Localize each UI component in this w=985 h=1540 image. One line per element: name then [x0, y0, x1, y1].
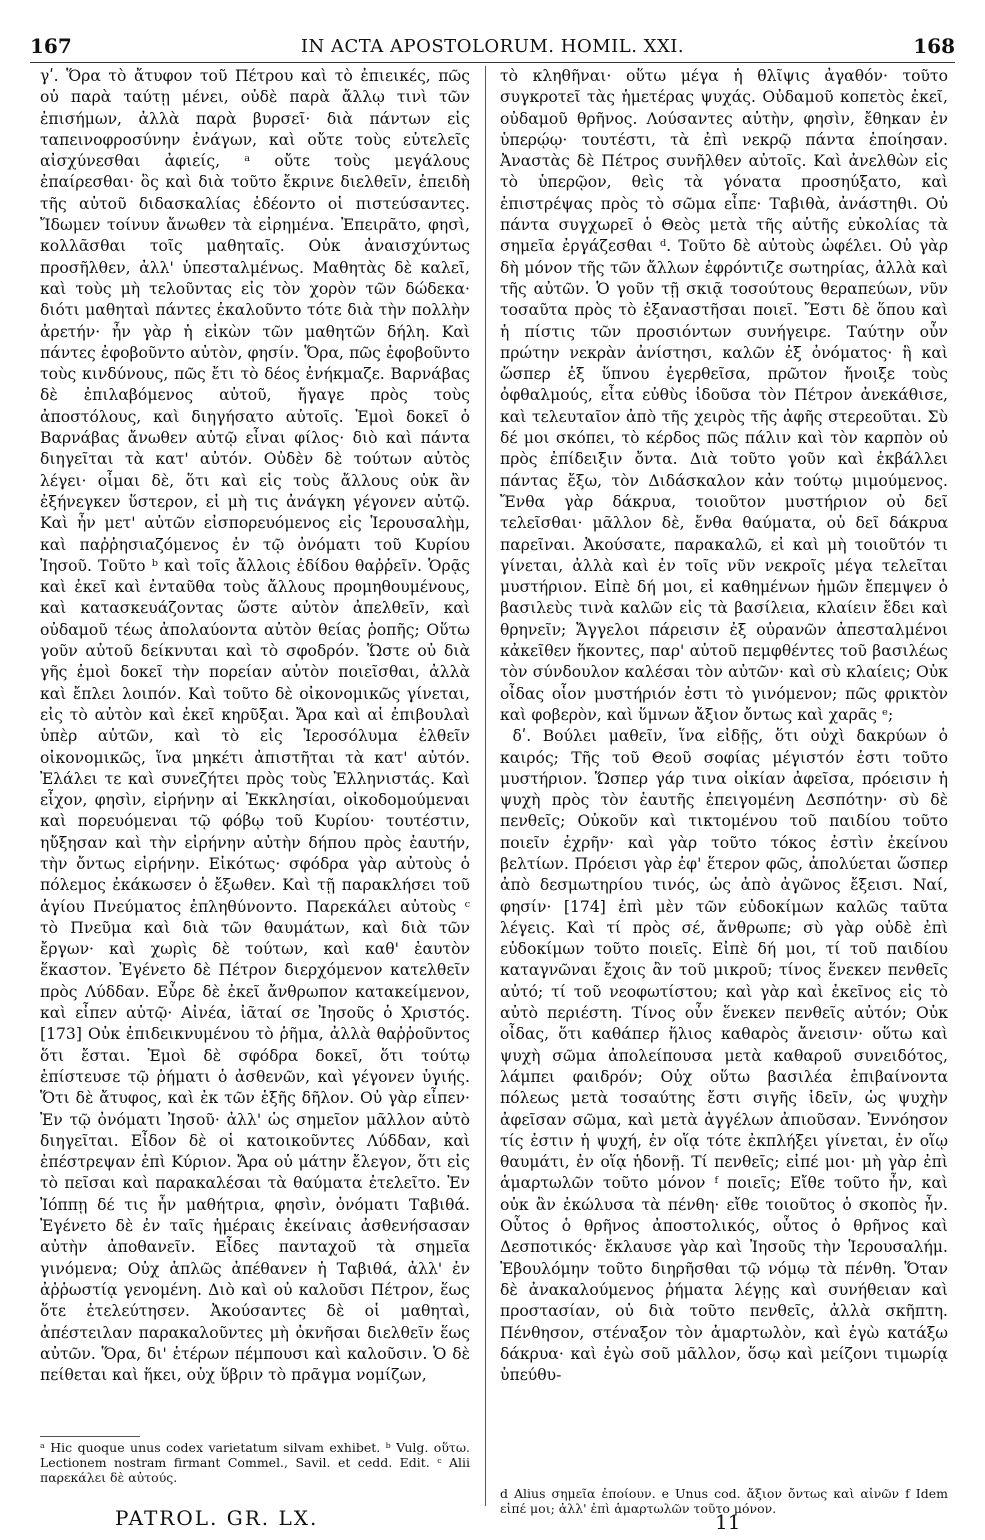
right-paragraph-1: τὸ κληθῆναι· οὕτω μέγα ἡ θλῖψις ἀγαθόν· τοῦτο συγκροτεῖ τὰς ἡμετέρας ψυχάς. Οὐδαμοῦ κοπετὸς ἐκεῖ, οὐδαμοῦ θρῆνος. Λούσαντες αὐτὴν, φησὶν, ἔθηκαν ἐν ὑπερῴῳ· τουτέστι, τὰ ἐπὶ νεκρῷ πάντα ἐποίησαν. Ἀναστὰς δὲ Πέτρος συνῆλθεν αὐτοῖς. Καὶ ἀνελθὼν εἰς τὸ ὑπερῷον, θεὶς τὰ γόνατα προσηύξατο, καὶ ἐπιστρέψας πρὸς τὸ σῶμα εἶπε· Ταβιθὰ, ἀνάστηθι. Οὐ πάντα συγχωρεῖ ὁ Θεὸς μετὰ τῆς αὐτῆς εὐκολίας τὰ σημεῖα ἐργάζεσθαι ᵈ. Τοῦτο δὲ αὐτοὺς ὠφέλει. Οὐ γὰρ δὴ μόνον τῆς τῶν ἄλλων ἐφρόντιζε σωτηρίας, ἀλλὰ καὶ τῆς αὐτῶν. Ὁ γοῦν τῇ σκιᾷ τοσούτους θεραπεύων, νῦν τοσαῦτα πρὸς τὸ ἐξαναστῆσαι ποιεῖ. Ἔστι δὲ ὅπου καὶ ἡ πίστις τῶν προσιόντων συνήγειρε. Ταύτην οὖν πρώτην νεκρὰν ἀνίστησι, καλῶν ἐξ ὀνόματος· ἢ καὶ ὥσπερ ἐξ ὕπνου ἐγερθεῖσα, πρῶτον ἤνοιξε τοὺς ὀφθαλμούς, εἶτα εὐθὺς ἰδοῦσα τὸν Πέτρον ἀνεκάθισε, καὶ τελευταῖον ἀπὸ τῆς χειρὸς τῆς ἀφῆς στερεοῦται. Σὺ δέ μοι σκόπει, τὸ κέρδος πῶς πάλιν καὶ τὸν καρπὸν οὐ πρὸς ἐπίδειξιν ὄντα. Διὰ τοῦτο γοῦν καὶ ἐκβάλλει πάντας ἔξω, τὸν Διδάσκαλον κἀν τούτῳ μιμούμενος. Ἔνθα γὰρ δάκρυα, τοιοῦτον μυστήριον οὐ δεῖ τελεῖσθαι· μᾶλλον δὲ, ἔνθα θαύματα, οὐ δεῖ δάκρυα παρεῖναι. Ἀκούσατε, παρακαλῶ, εἰ καὶ μὴ τοιοῦτόν τι γίνεται, ἀλλὰ καὶ ἐν τοῖς νῦν νεκροῖς μέγα τελεῖται μυστήριον. Εἰπὲ δή μοι, εἰ καθημένων ἡμῶν ἔπεμψεν ὁ βασιλεὺς τινὰ καλῶν εἰς τὰ βασίλεια, κλαίειν ἔδει καὶ θρηνεῖν; Ἄγγελοι πάρεισιν ἐξ οὐρανῶν ἀπεσταλμένοι κἀκεῖθεν ἥκοντες, παρ' αὐτοῦ πεμφθέντες τοῦ βασιλέως τὸν σύνδουλον καλέσαι τὸν αὐτῶν· καὶ σὺ κλαίεις; Οὐκ οἶδας οἷον μυστήριόν ἐστι τὸ γινόμενον; πῶς φρικτὸν καὶ φοβερὸν, καὶ ὕμνων ἄξιον ὄντως καὶ χαρᾶς ᵉ;	[500, 67, 948, 724]
footer-series: PATROL. GR. LX.	[115, 1506, 319, 1530]
left-column	[40, 66, 470, 1431]
header-rule	[30, 62, 955, 63]
footnotes-right: d Alius σημεῖα ἐποίουν. e Unus cod. ἄξιον ὄντως καὶ αἰνῶν f Idem εἰπέ μοι; ἀλλ' ἐπὶ ἁμαρτωλῶν τοῦτο μόνον.	[500, 1486, 948, 1516]
page-number-right: 168	[913, 34, 955, 58]
running-header	[30, 34, 955, 64]
running-title: IN ACTA APOSTOLORUM. HOMIL. XXI.	[300, 36, 685, 57]
page-number-left: 167	[30, 34, 72, 58]
footnotes-left: ᵃ Hic quoque unus codex varietatum silvam exhibet. ᵇ Vulg. οὕτω. Lectionem nostram firmant Commel., Savil. et cedd. Edit. ᶜ Alii παρεκάλει δὲ αὐτούς.	[40, 1440, 470, 1485]
footnote-rule-left	[40, 1436, 140, 1437]
footer-signature: 11	[715, 1510, 741, 1534]
right-paragraph-2: δʹ. Βούλει μαθεῖν, ἵνα εἰδῇς, ὅτι οὐχὶ δακρύων ὁ καιρός; Τῆς τοῦ Θεοῦ σοφίας μέγιστόν ἐστι τοῦτο μυστήριον. Ὥσπερ γάρ τινα οἰκίαν ἀφεῖσα, πρόεισιν ἡ ψυχὴ πρὸς τὸν ἑαυτῆς ἐπειγομένη Δεσπότην· σὺ δὲ πενθεῖς; Οὐκοῦν καὶ τικτομένου τοῦ παιδίου τοῦτο ποιεῖν ἐχρῆν· καὶ γὰρ τοῦτο τόκος ἐστὶν ἐκείνου βελτίων. Πρόεισι γὰρ ἐφ' ἕτερον φῶς, ἀπολύεται ὥσπερ ἀπὸ δεσμωτηρίου τινός, ὡς ἀπὸ ἀγῶνος ἔξεισι. Ναί, φησίν· [174] ἐπὶ μὲν τῶν εὐδοκίμων καλῶς ταῦτα λέγεις. Καὶ τί πρὸς σέ, ἄνθρωπε; σὺ γὰρ οὐδὲ ἐπὶ εὐδοκίμων τοῦτο ποιεῖς. Εἰπὲ δή μοι, τί τοῦ παιδίου καταγνῶναι ἔχοις ἂν τοῦ μικροῦ; τίνος ἕνεκεν πενθεῖς αὐτό; τί τοῦ νεοφωτίστου; καὶ γὰρ καὶ ἐκεῖνος εἰς τὸ αὐτὸ περιέστη. Τίνος οὖν ἕνεκεν πενθεῖς αὐτόν; Οὐκ οἶδας, ὅτι καθάπερ ἥλιος καθαρὸς ἄνεισιν· οὕτω καὶ ψυχὴ σῶμα ἀπολείπουσα μετὰ καθαροῦ συνειδότος, λάμπει φαιδρόν; Οὐχ οὕτω βασιλέα ἐπιβαίνοντα πόλεως μετὰ τοσαύτης ἔστι σιγῆς ἰδεῖν, ὡς ψυχὴν ἀφεῖσαν σῶμα, καὶ μετὰ ἀγγέλων ἀπιοῦσαν. Ἐννόησον τίς ἐστιν ἡ ψυχή, ἐν οἵᾳ τότε ἐκπλήξει γίνεται, ἐν οἵῳ θαυμάτι, ἐν οἵᾳ ἡδονῇ. Τί πενθεῖς; εἰπέ μοι· μὴ γὰρ ἐπὶ ἁμαρτωλῶν τοῦτο μόνον ᶠ ποιεῖς; Εἴθε τοῦτο ἦν, καὶ οὐκ ἂν ἐκώλυσα τὰ πένθη· εἴθε τοιοῦτος ὁ σκοπὸς ἦν. Οὗτος ὁ θρῆνος ἀποστολικός, οὗτος ὁ θρῆνος καὶ Δεσποτικός· ἔκλαυσε γὰρ καὶ Ἰησοῦς τὴν Ἱερουσαλήμ. Ἐβουλόμην τοῦτο διηρῆσθαι τῷ νόμῳ τὰ πένθη. Ὅταν δὲ ἀνακαλούμενος ῥήματα λέγῃς καὶ συνήθειαν καὶ προστασίαν, οὐ διὰ τοῦτο πενθεῖς, ἀλλὰ σκῆπτη. Πένθησον, στέναξον τὸν ἁμαρτωλὸν, καὶ ἐγὼ κατάξω δάκρυα· καὶ ἐγὼ σοῦ μᾶλλον, ὅσῳ καὶ μείζονι τιμωρίᾳ ὑπεύθυ-	[500, 727, 948, 1385]
column-divider	[485, 66, 486, 1506]
right-column	[500, 66, 948, 1431]
left-paragraph-1: γʹ. Ὅρα τὸ ἄτυφον τοῦ Πέτρου καὶ τὸ ἐπιεικές, πῶς οὐ παρὰ ταύτῃ μένει, οὐδὲ παρὰ ἄλλῳ τινὶ τῶν ἐπισήμων, ἀλλὰ παρὰ βυρσεῖ· διὰ πάντων εἰς ταπεινοφροσύνην ἐνάγων, καὶ οὔτε τοὺς εὐτελεῖς αἰσχύνεσθαι ἀφιείς, ᵃ οὔτε τοὺς μεγάλους ἐπαίρεσθαι· ὃς καὶ διὰ τοῦτο ἔκρινε διελθεῖν, ἐπειδὴ τῆς αὐτοῦ διδασκαλίας ἐδέοντο οἱ πιστεύσαντες. Ἴδωμεν τοίνυν ἄνωθεν τὰ εἰρημένα. Ἐπειρᾶτο, φησὶ, κολλᾶσθαι τοῖς μαθηταῖς. Οὐκ ἀναισχύντως προσῆλθεν, ἀλλ' ὑπεσταλμένως. Μαθητὰς δὲ καλεῖ, καὶ τοὺς μὴ τελοῦντας εἰς τὸν χορὸν τῶν δώδεκα· διότι μαθηταὶ πάντες ἐκαλοῦντο τότε διὰ τὴν πολλὴν ἀρετήν· ἦν γὰρ ἡ εἰκὼν τῶν μαθητῶν δήλη. Καὶ πάντες ἐφοβοῦντο αὐτὸν, φησίν. Ὅρα, πῶς ἐφοβοῦντο τοὺς κινδύνους, πῶς ἔτι τὸ δέος ἐνήκμαζε. Βαρνάβας δὲ ἐπιλαβόμενος αὐτοῦ, ἤγαγε πρὸς τοὺς ἀποστόλους, καὶ διηγήσατο αὐτοῖς. Ἐμοὶ δοκεῖ ὁ Βαρνάβας ἄνωθεν αὐτῷ εἶναι φίλος· διὸ καὶ πάντα διηγεῖται τὰ κατ' αὐτόν. Οὐδὲν δὲ τούτων αὐτὸς λέγει· οἶμαι δὲ, ὅτι καὶ εἰς τοὺς ἄλλους οὐκ ἂν ἐξήνεγκεν ὕστερον, εἰ μὴ τις ἀνάγκη γέγονεν αὐτῷ. Καὶ ἦν μετ' αὐτῶν εἰσπορευόμενος εἰς Ἱερουσαλὴμ, καὶ παῤῥησιαζόμενος ἐν τῷ ὀνόματι τοῦ Κυρίου Ἰησοῦ. Τοῦτο ᵇ καὶ τοῖς ἄλλοις ἐδίδου θαῤῥεῖν. Ὁρᾷς καὶ ἐκεῖ καὶ ἐνταῦθα τοὺς ἄλλους προμηθουμένους, καὶ κατασκευάζοντας ὥστε αὐτὸν ἀπελθεῖν, καὶ οὐδαμοῦ τέως ἀπολαύοντα αὐτὸν θείας ῥοπῆς; Οὕτω γοῦν αὐτοῦ δείκνυται καὶ τὸ σφοδρόν. Ὥστε οὐ διὰ γῆς ἐμοὶ δοκεῖ τὴν πορείαν αὐτὸν ποιεῖσθαι, ἀλλὰ καὶ ἔπλει λοιπόν. Καὶ τοῦτο δὲ οἰκονομικῶς γίνεται, εἰς τὸ αὐτὸν καὶ ἐκεῖ κηρῦξαι. Ἄρα καὶ αἱ ἐπιβουλαὶ ὑπὲρ αὐτῶν, καὶ τὸ εἰς Ἱεροσόλυμα ἐλθεῖν οἰκονομικῶς, ἵνα μηκέτι ἀπιστῆται τὰ κατ' αὐτόν. Ἐλάλει τε καὶ συνεζήτει πρὸς τοὺς Ἑλληνιστάς. Καὶ εἶχον, φησὶν, εἰρήνην αἱ Ἐκκλησίαι, οἰκοδομούμεναι καὶ πορευόμεναι τῷ φόβῳ τοῦ Κυρίου· τουτέστιν, ηὔξησαν καὶ τὴν εἰρήνην αὐτὴν δήπου πρὸς ἑαυτήν, τὴν ὄντως εἰρήνην. Εἰκότως· σφόδρα γὰρ αὐτοὺς ὁ πόλεμος ἐκάκωσεν ὁ ἔξωθεν. Καὶ τῇ παρακλήσει τοῦ ἁγίου Πνεύματος ἐπληθύνοντο. Παρεκάλει αὐτοὺς ᶜ τὸ Πνεῦμα καὶ διὰ τῶν θαυμάτων, καὶ διὰ τῶν ἔργων· καὶ χωρὶς δὲ τούτων, καὶ καθ' ἑαυτὸν ἕκαστον. Ἐγένετο δὲ Πέτρον διερχόμενον κατελθεῖν πρὸς Λύδδαν. Εὗρε δὲ ἐκεῖ ἄνθρωπον κατακείμενον, καὶ εἶπεν αὐτῷ· Αἰνέα, ἰᾶταί σε Ἰησοῦς ὁ Χριστός. [173] Οὐκ ἐπιδεικνυμένου τὸ ῥῆμα, ἀλλὰ θαῤῥοῦντος ὅτι ἔσται. Ἐμοὶ δὲ σφόδρα δοκεῖ, ὅτι τούτῳ ἐπίστευσε τῷ ῥήματι ὁ ἀσθενῶν, καὶ γέγονεν ὑγιής. Ὅτι δὲ ἄτυφος, καὶ ἐκ τῶν ἑξῆς δῆλον. Οὐ γὰρ εἶπεν· Ἐν τῷ ὀνόματι Ἰησοῦ· ἀλλ' ὡς σημεῖον μᾶλλον αὐτὸ διηγεῖται. Εἶδον δὲ οἱ κατοικοῦντες Λύδδαν, καὶ ἐπέστρεψαν ἐπὶ Κύριον. Ἄρα οὐ μάτην ἔλεγον, ὅτι εἰς τὸ πεῖσαι καὶ παρακαλέσαι τὰ θαύματα ἐτελεῖτο. Ἐν Ἰόππῃ δέ τις ἦν μαθήτρια, φησὶν, ὀνόματι Ταβιθά. Ἐγένετο δὲ ἐν ταῖς ἡμέραις ἐκείναις ἀσθενήσασαν αὐτὴν ἀποθανεῖν. Εἶδες πανταχοῦ τὰ σημεῖα γινόμενα; Οὐχ ἁπλῶς ἀπέθανεν ἡ Ταβιθά, ἀλλ' ἐν ἀῤῥωστίᾳ γενομένη. Διὸ καὶ οὐ καλοῦσι Πέτρον, ἕως ὅτε ἐτελεύτησεν. Ἀκούσαντες δὲ οἱ μαθηταὶ, ἀπέστειλαν παρακαλοῦντες μὴ ὀκνῆσαι διελθεῖν ἕως αὐτῶν. Ὅρα, δι' ἑτέρων πέμπουσι καὶ καλοῦσιν. Ὁ δὲ πείθεται καὶ ἥκει, οὐχ ὕβριν τὸ πρᾶγμα νομίζων,	[40, 67, 470, 1385]
